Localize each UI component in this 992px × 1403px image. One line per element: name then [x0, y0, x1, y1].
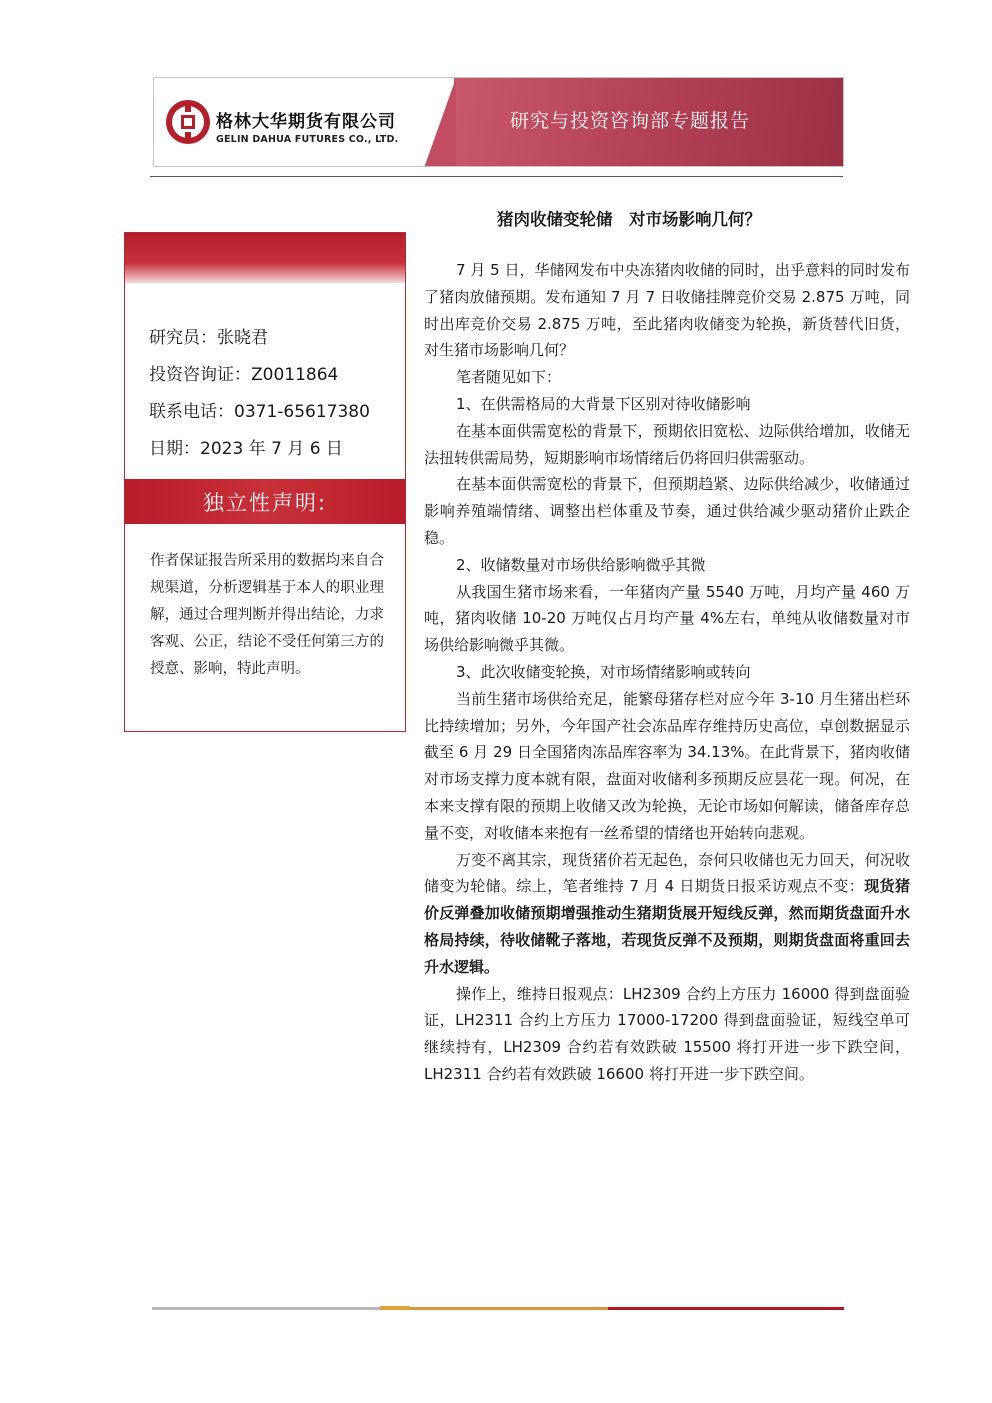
paragraph: 从我国生猪市场来看，一年猪肉产量 5540 万吨，月均产量 460 万吨，猪肉收储 10-20 万吨仅占月均产量 4%左右，单纯从收储数量对市场供给影响微乎其微。 [424, 582, 910, 655]
license-number: 投资咨询证：Z0011864 [149, 365, 339, 385]
section-heading: 1、在供需格局的大背景下区别对待收储影响 [456, 394, 751, 413]
banner-diagonal [424, 78, 456, 167]
footer-bar-accent [380, 1306, 410, 1310]
company-logo-icon [164, 98, 212, 146]
report-date: 日期：2023 年 7 月 6 日 [149, 439, 343, 459]
researcher-name: 研究员：张晓君 [149, 328, 268, 348]
header-divider [150, 176, 843, 177]
paragraph: 当前生猪市场供给充足，能繁母猪存栏对应今年 3-10 月生猪出栏环比持续增加；另外，今年国产社会冻品库存维持历史高位，卓创数据显示截至 6 月 29 日全国猪肉冻品库容率为 34.13%。在此背景下，猪肉收储对市场支撑力度本就有限，盘面对收储利多预期反应昙花一现。何况，在本来支撑有限的预期上收储又改为轮换，无论市场如何解读，储备库存总量不变，对收储本来抱有一丝希望的情绪也开始转向悲观。 [424, 689, 910, 842]
company-name-cn: 格林大华期货有限公司 [216, 112, 396, 132]
paragraph-text: 万变不离其宗，现货猪价若无起色，奈何只收储也无力回天，何况收储变为轮储。综上，笔者维持 7 月 4 日期货日报采访观点不变： [424, 850, 910, 896]
footer-bar-red [608, 1307, 844, 1310]
report-type-title: 研究与投资咨询部专题报告 [510, 110, 751, 132]
paragraph: 在基本面供需宽松的背景下，预期依旧宽松、边际供给增加，收储无法扭转供需局势，短期影响市场情绪后仍将回归供需驱动。 [424, 421, 910, 467]
footer-bar-orange [410, 1307, 608, 1310]
paragraph: 操作上，维持日报观点：LH2309 合约上方压力 16000 得到盘面验证，LH2311 合约上方压力 17000-17200 得到盘面验证，短线空单可继续持有，LH2309 合约若有效跌破 15500 将打开进一步下跌空间，LH2311 合约若有效跌破 16600 将打开进一步下跌空间。 [424, 984, 910, 1083]
sidebar-panel [124, 232, 406, 732]
article-body [424, 257, 910, 1088]
paragraph: 笔者随见如下： [456, 368, 562, 387]
contact-phone: 联系电话：0371-65617380 [149, 402, 370, 422]
section-heading: 3、此次收储变轮换，对市场情绪影响或转向 [456, 662, 751, 681]
declaration-band [125, 479, 405, 524]
company-name-en: GELIN DAHUA FUTURES CO., LTD. [216, 134, 399, 145]
declaration-title: 独立性声明: [202, 491, 328, 515]
conclusion-bold-text: 现货猪价反弹叠加收储预期增强推动生猪期货展开短线反弹，然而期货盘面升水格局持续，待收储靴子落地，若现货反弹不及预期，则期货盘面将重回去升水逻辑。 [424, 877, 910, 976]
paragraph [424, 847, 910, 981]
report-header [153, 77, 844, 167]
footer-bar-gray [152, 1307, 380, 1310]
author-info [149, 320, 370, 468]
article-title: 猪肉收储变轮储 对市场影响几何？ [497, 210, 761, 229]
section-heading: 2、收储数量对市场供给影响微乎其微 [456, 555, 706, 574]
paragraph: 7 月 5 日，华储网发布中央冻猪肉收储的同时，出乎意料的同时发布了猪肉放储预期。发布通知 7 月 7 日收储挂牌竞价交易 2.875 万吨，同时出库竞价交易 2.875 万吨，至此猪肉收储变为轮换，新货替代旧货，对生猪市场影响几何？ [424, 261, 910, 360]
sidebar-top-band [125, 233, 405, 283]
paragraph: 在基本面供需宽松的背景下，但预期趋紧、边际供给减少，收储通过影响养殖端情绪、调整出栏体重及节奏，通过供给减少驱动猪价止跌企稳。 [424, 475, 910, 547]
declaration-text: 作者保证报告所采用的数据均来自合规渠道，分析逻辑基于本人的职业理解，通过合理判断并得出结论，力求客观、公正，结论不受任何第三方的授意、影响，特此声明。 [150, 553, 384, 677]
